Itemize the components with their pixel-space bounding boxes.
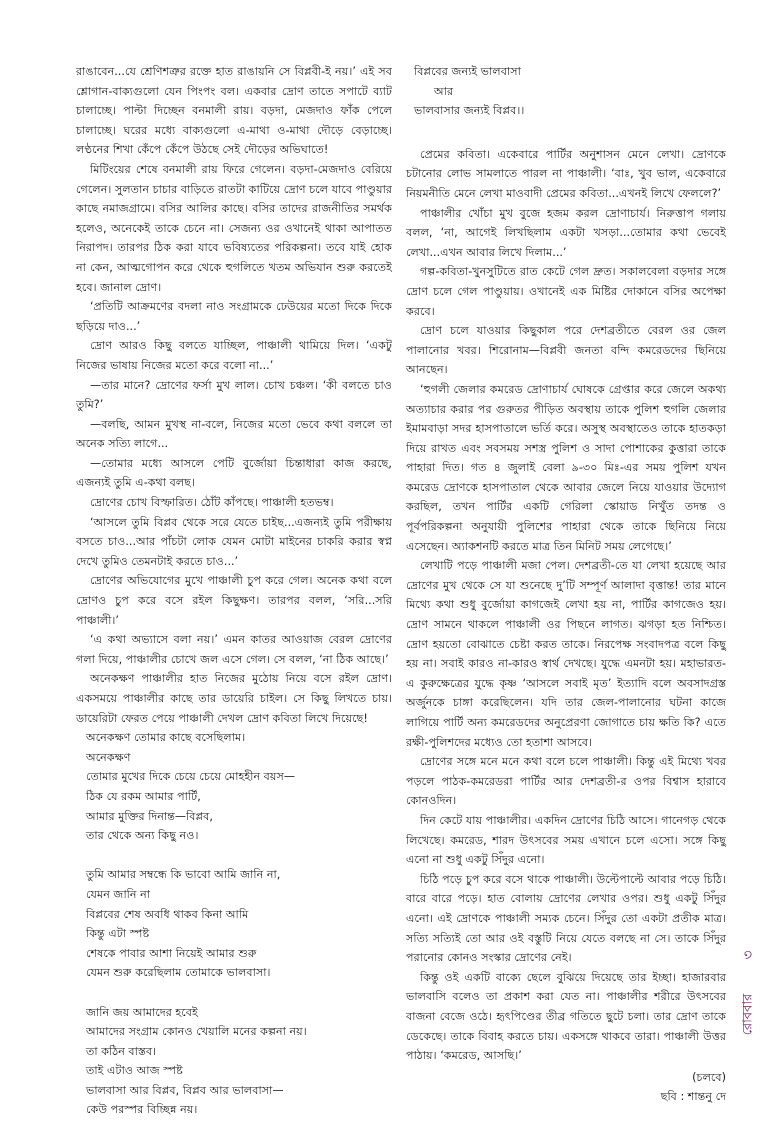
paragraph: দিন কেটে যায় পাঞ্চালীর। একদিন দ্রোণের চিঠি আসে। গানেগড় থেকে লিখেছে। কমরেড, শারদ উৎসবের সময় এখানে চলে এসো। সঙ্গে কিছু এনো না শুধু একটু সিঁদুর এনো।: [406, 813, 726, 867]
poem-line: তা কঠিন বাস্তব।: [86, 1044, 157, 1058]
paragraph: দ্রোণের অভিযোগের মুখে পাঞ্চালী চুপ করে গেল। অনেক কথা বলে দ্রোণও চুপ করে বসে রইল কিছুক্ষণ। তারপর বলল, ‘সরি...সরি পাঞ্চালী।’: [76, 574, 392, 627]
to-be-continued: (চলবে): [692, 1070, 726, 1084]
poem-line: তাই এটাও আজ স্পষ্ট: [86, 1064, 183, 1078]
paragraph: গল্প-কবিতা-খুনসুটিতে রাত কেটে গেল দ্রুত। সকালবেলা বড়দার সঙ্গে দ্রোণ চলে গেল পাণ্ডুয়ায়। ওখানেই এক মিষ্টির দোকানে বসির অপেক্ষা করবে।: [406, 265, 726, 318]
illustration-credit: ছবি : শান্তনু দে: [660, 1090, 726, 1104]
poem-line: তার থেকে অন্য কিছু নও।: [86, 829, 199, 843]
page-sidebar: [742, 945, 764, 1045]
paragraph: ‘প্রতিটি আক্রমণের বদলা নাও সংগ্রামকে ঢেউয়ের মতো দিকে দিকে ছড়িয়ে দাও...’: [76, 300, 392, 333]
poem-line: ঠিক যে রকম আমার পার্টি,: [86, 789, 201, 803]
paragraph: —তোমার মধ্যে আসলে পেটি বুর্জোয়া চিন্তাধারা কাজ করছে, এজন্যই তুমি এ-কথা বলছ।: [76, 456, 392, 490]
left-column: [76, 62, 392, 1120]
poem-line: অনেকক্ষণ তোমার কাছে বসেছিলাম।: [86, 731, 246, 745]
verse-line: বিপ্লবের জন্যই ভালবাসা: [414, 65, 521, 78]
verse-continuation: [406, 62, 726, 121]
poem-stanza-2: [76, 865, 392, 983]
paragraph: রাঙাবেন...যে শ্রেণিশত্রুর রক্তে হাত রাঙায়নি সে বিপ্লবী-ই নয়।’ এই সব শ্লোগান-বাক্যগুলো যেন পিংপং বল। একবার দ্রোণ তাতে সপাটে ব্যাট চালাচ্ছে। পাল্টা দিচ্ছেন বনমালী রায়। বড়দা, মেজদাও ফাঁক পেলে চালাচ্ছে। ঘরের মধ্যে বাক্যগুলো এ-মাথা ও-মাথা দৌড়ে বেড়াচ্ছে। লণ্ঠনের শিখা কেঁপে কেঁপে উঠছে সেই দৌড়ের অভিঘাতে!: [76, 65, 392, 157]
poem-line: কেউ পরস্পর বিচ্ছিন্ন নয়।: [86, 1103, 198, 1117]
paragraph: দ্রোণ চলে যাওয়ার কিছুকাল পরে দেশব্রতীতে বেরল ওর জেল পালানোর খবর। শিরোনাম—বিপ্লবী জনতা বন্দি কমরেডদের ছিনিয়ে আনছেন।: [406, 324, 726, 377]
paragraph: —বলছি, আমন মুখস্থ না-বলে, নিজের মতো ভেবে কথা বললে তা অনেক সত্যি লাগে...: [76, 417, 392, 451]
magazine-name: রোববার: [740, 993, 756, 1036]
paragraph: মিটিংয়ের শেষে বনমালী রায় ফিরে গেলেন। বড়দা-মেজদাও বেরিয়ে গেলেন। সুলতান চাচার বাড়িতে রাতটা কাটিয়ে দ্রোণ চলে যাবে পাণ্ডুয়ার কাছে নমাজগ্রামে। বসির আলির কাছে। বসির তাদের রাজনীতির সমর্থক হলেও, অনেকেই তাকে চেনে না। সেজন্য ওর ওখানেই থাকা আপাতত নিরাপদ। তারপর ঠিক করা যাবে ভবিষ্যতের পরিকল্পনা। তবে যাই হোক না কেন, আত্মগোপন করে থেকে হুগলিতে খতম অভিযান শুরু করতেই হবে। জানাল দ্রোণ।: [76, 162, 392, 294]
paragraph: ‘আসলে তুমি বিপ্লব থেকে সরে যেতে চাইছ...এজন্যই তুমি পরীক্ষায় বসতে চাও...আর পাঁচটা লোক যেমন মোটা মাইনের চাকরি করার স্বপ্ন দেখে তুমিও তেমনটাই করতে চাও...’: [76, 515, 392, 568]
poem-line: আমাদের সংগ্রাম কোনও খেয়ালি মনের কল্পনা নয়।: [86, 1025, 307, 1039]
poem-line: বিপ্লবের শেষ অবধি থাকব কিনা আমি: [86, 907, 249, 921]
right-column: [406, 62, 726, 1107]
paragraph: দ্রোণের সঙ্গে মনে মনে কথা বলে চলে পাঞ্চালী। কিন্তু এই মিথ্যে খবর পড়লে পাঠক-কমরেডরা পার্টির আর দেশব্রতী-র ওপর বিশ্বাস হারাবে কোনওদিন।: [406, 755, 726, 808]
poem-line: তুমি আমার সম্বন্ধে কি ভাবো আমি জানি না,: [86, 868, 281, 882]
poem-stanza-3: [76, 1003, 392, 1121]
verse-line: ভালবাসার জন্যই বিপ্লব।।: [414, 104, 525, 118]
paragraph: দ্রোণের চোখ বিস্ফারিত। ঠোঁট কাঁপছে। পাঞ্চালী হতভম্ব।: [90, 496, 334, 510]
poem-line: অনেকক্ষণ: [86, 750, 131, 764]
page-number: ৩: [740, 950, 757, 960]
poem-line: ভালবাসা আর বিপ্লব, বিপ্লব আর ভালবাসা—: [86, 1083, 284, 1097]
paragraph: চিঠি পড়ে চুপ করে বসে থাকে পাঞ্চালী। উল্টেপাল্টে আবার পড়ে চিঠি। বারে বারে পড়ে। হাত বোলায় দ্রোণের লেখার ওপর। শুধু একটু সিঁদুর এনো। এই দ্রোণকে পাঞ্চালী সম্যক চেনে। সিঁদুর তো একটা প্রতীক মাত্র। সত্যি সত্যিই তো আর ওই বস্তুটি নিয়ে যেতে বলছে না সে। তাকে সিঁদুর পরানোর কোনও সংস্কার দ্রোণের নেই।: [406, 872, 726, 965]
poem-line: জানি জয় আমাদের হবেই: [86, 1005, 198, 1019]
paragraph: অনেকক্ষণ পাঞ্চালীর হাত নিজের মুঠোয় নিয়ে বসে রইল দ্রোণ। একসময়ে পাঞ্চালীর কাছে তার ডায়েরি চাইল। সে কিছু লিখতে চায়। ডায়েরিটা ফেরত পেয়ে পাঞ্চালী দেখল দ্রোণ কবিতা লিখে দিয়েছে!: [76, 672, 392, 725]
poem-stanza-1: [76, 728, 392, 846]
poem-line: তোমার মুখের দিকে চেয়ে চেয়ে মোহহীন বয়স—: [86, 770, 296, 784]
paragraph: ‘এ কথা অভ্যাসে বলা নয়।’ এমন কাতর আওয়াজ বেরল দ্রোণের গলা দিয়ে, পাঞ্চালীর চোখে জল এসে গেল। সে বলল, ‘না ঠিক আছে।’: [76, 633, 392, 666]
poem-line: আমার মুক্তির দিনান্ত—বিপ্লব,: [86, 809, 213, 823]
poem-line: কিন্তু এটা স্পষ্ট: [86, 927, 150, 941]
paragraph: ‘হুগলী জেলার কমরেড দ্রোণাচার্য ঘোষকে গ্রেপ্তার করে জেলে অকথ্য অত্যাচার করার পর গুরুতর পীড়িত অবস্থায় তাকে পুলিশ হুগলি জেলার ইমামবাড়া সদর হাসপাতালে ভর্তি করে। অসুস্থ অবস্থাতেও তাকে হাতকড়া দিয়ে রাখত এবং সবসময় সশস্ত্র পুলিশ ও সাদা পোশাকের কুত্তারা তাকে পাহারা দিত। গত ৪ জুলাই বেলা ৯-৩০ মিঃ-এর সময় পুলিশ যখন কমরেড দ্রোণকে হাসপাতাল থেকে আবার জেলে নিয়ে যাওয়ার উদ্যোগ করছিল, তখন পার্টির একটি গেরিলা স্কোয়াড নিখুঁত তদন্ত ও পূর্বপরিকল্পনা অনুযায়ী পুলিশের পাহারা থেকে তাকে ছিনিয়ে নিয়ে এসেছেন। অ্যাকশনটি করতে মাত্র তিন মিনিট সময় লেগেছে।’: [406, 382, 726, 553]
paragraph: দ্রোণ আরও কিছু বলতে যাচ্ছিল, পাঞ্চালী থামিয়ে দিল। ‘একটু নিজের ভাষায় নিজের মতো করে বলো না...’: [76, 339, 392, 372]
verse-line: আর: [434, 84, 454, 98]
paragraph: —তার মানে? দ্রোণের ফর্সা মুখ লাল। চোখ চঞ্চল। ‘কী বলতে চাও তুমি?’: [76, 378, 392, 412]
paragraph: কিন্তু ওই একটি বাক্যে ছেলে বুঝিয়ে দিয়েছে তার ইচ্ছা। হাজারবার ভালবাসি বলেও তা প্রকাশ করা যেত না। পাঞ্চালীর শরীরে উৎসবের বাজনা বেজে ওঠে। হৃৎপিণ্ডের তীব্র গতিতে ছুটে চলা। তার দ্রোণ তাকে ডেকেছে। তাকে বিবাহ করতে চায়। একসঙ্গে থাকবে তারা। পাঞ্চালী উত্তর পাঠায়। ‘কমরেড, আসছি।’: [406, 970, 726, 1063]
poem-line: শেষকে পাবার আশা নিয়েই আমার শুরু: [86, 946, 257, 960]
paragraph: লেখাটি পড়ে পাঞ্চালী মজা পেল। দেশব্রতী-তে যা লেখা হয়েছে আর দ্রোণের মুখ থেকে সে যা শুনেছে দু’টি সম্পূর্ণ আলাদা বৃত্তান্ত! তার মানে মিথ্যে কথা শুধু বুর্জোয়া কাগজেই লেখা হয় না, পার্টির কাগজেও হয়। দ্রোণ সামনে থাকলে পাঞ্চালী ওর পিছনে লাগত। ঝগড়া হত নিশ্চিত। দ্রোণ হয়তো বোঝাতে চেষ্টা করত তাকে। নিরপেক্ষ সংবাদপত্র বলে কিছু হয় না। সবাই কারও না-কারও স্বার্থ দেখছে। যুদ্ধে এমনটা হয়। মহাভারত-এ কুরুক্ষেত্রের যুদ্ধে কৃষ্ণ ‘আসলে সবাই মৃত’ ইত্যাদি বলে অবসাদগ্রস্ত অর্জুনকে চাঙ্গা করেছিলেন। যদি তার জেল-পালানোর ঘটনা কাজে লাগিয়ে পার্টি অন্য কমরেডদের অনুপ্রেরণা জোগাতে চায় ক্ষতি কি? এতে রক্ষী-পুলিশদের মধ্যেও তো হতাশা আসবে।: [406, 559, 726, 749]
poem-line: যেমন শুরু করেছিলাম তোমাকে ভালবাসা।: [86, 966, 271, 980]
paragraph: প্রেমের কবিতা। একেবারে পার্টির অনুশাসন মেনে লেখা। দ্রোণকে চটানোর লোভ সামলাতে পারল না পাঞ্চালী। ‘বাঃ, খুব ভাল, একেবারে নিয়মনীতি মেনে লেখা মাওবাদী প্রেমের কবিতা...এখনই লিখে ফেললে?’: [406, 147, 726, 200]
poem-line: যেমন জানি না: [86, 887, 151, 901]
paragraph: পাঞ্চালীর খোঁচা মুখ বুজে হজম করল দ্রোণাচার্য। নিরুত্তাপ গলায় বলল, ‘না, আগেই লিখছিলাম একটা খসড়া...তোমার কথা ভেবেই লেখা...এখন আবার লিখে দিলাম...’: [406, 206, 726, 259]
